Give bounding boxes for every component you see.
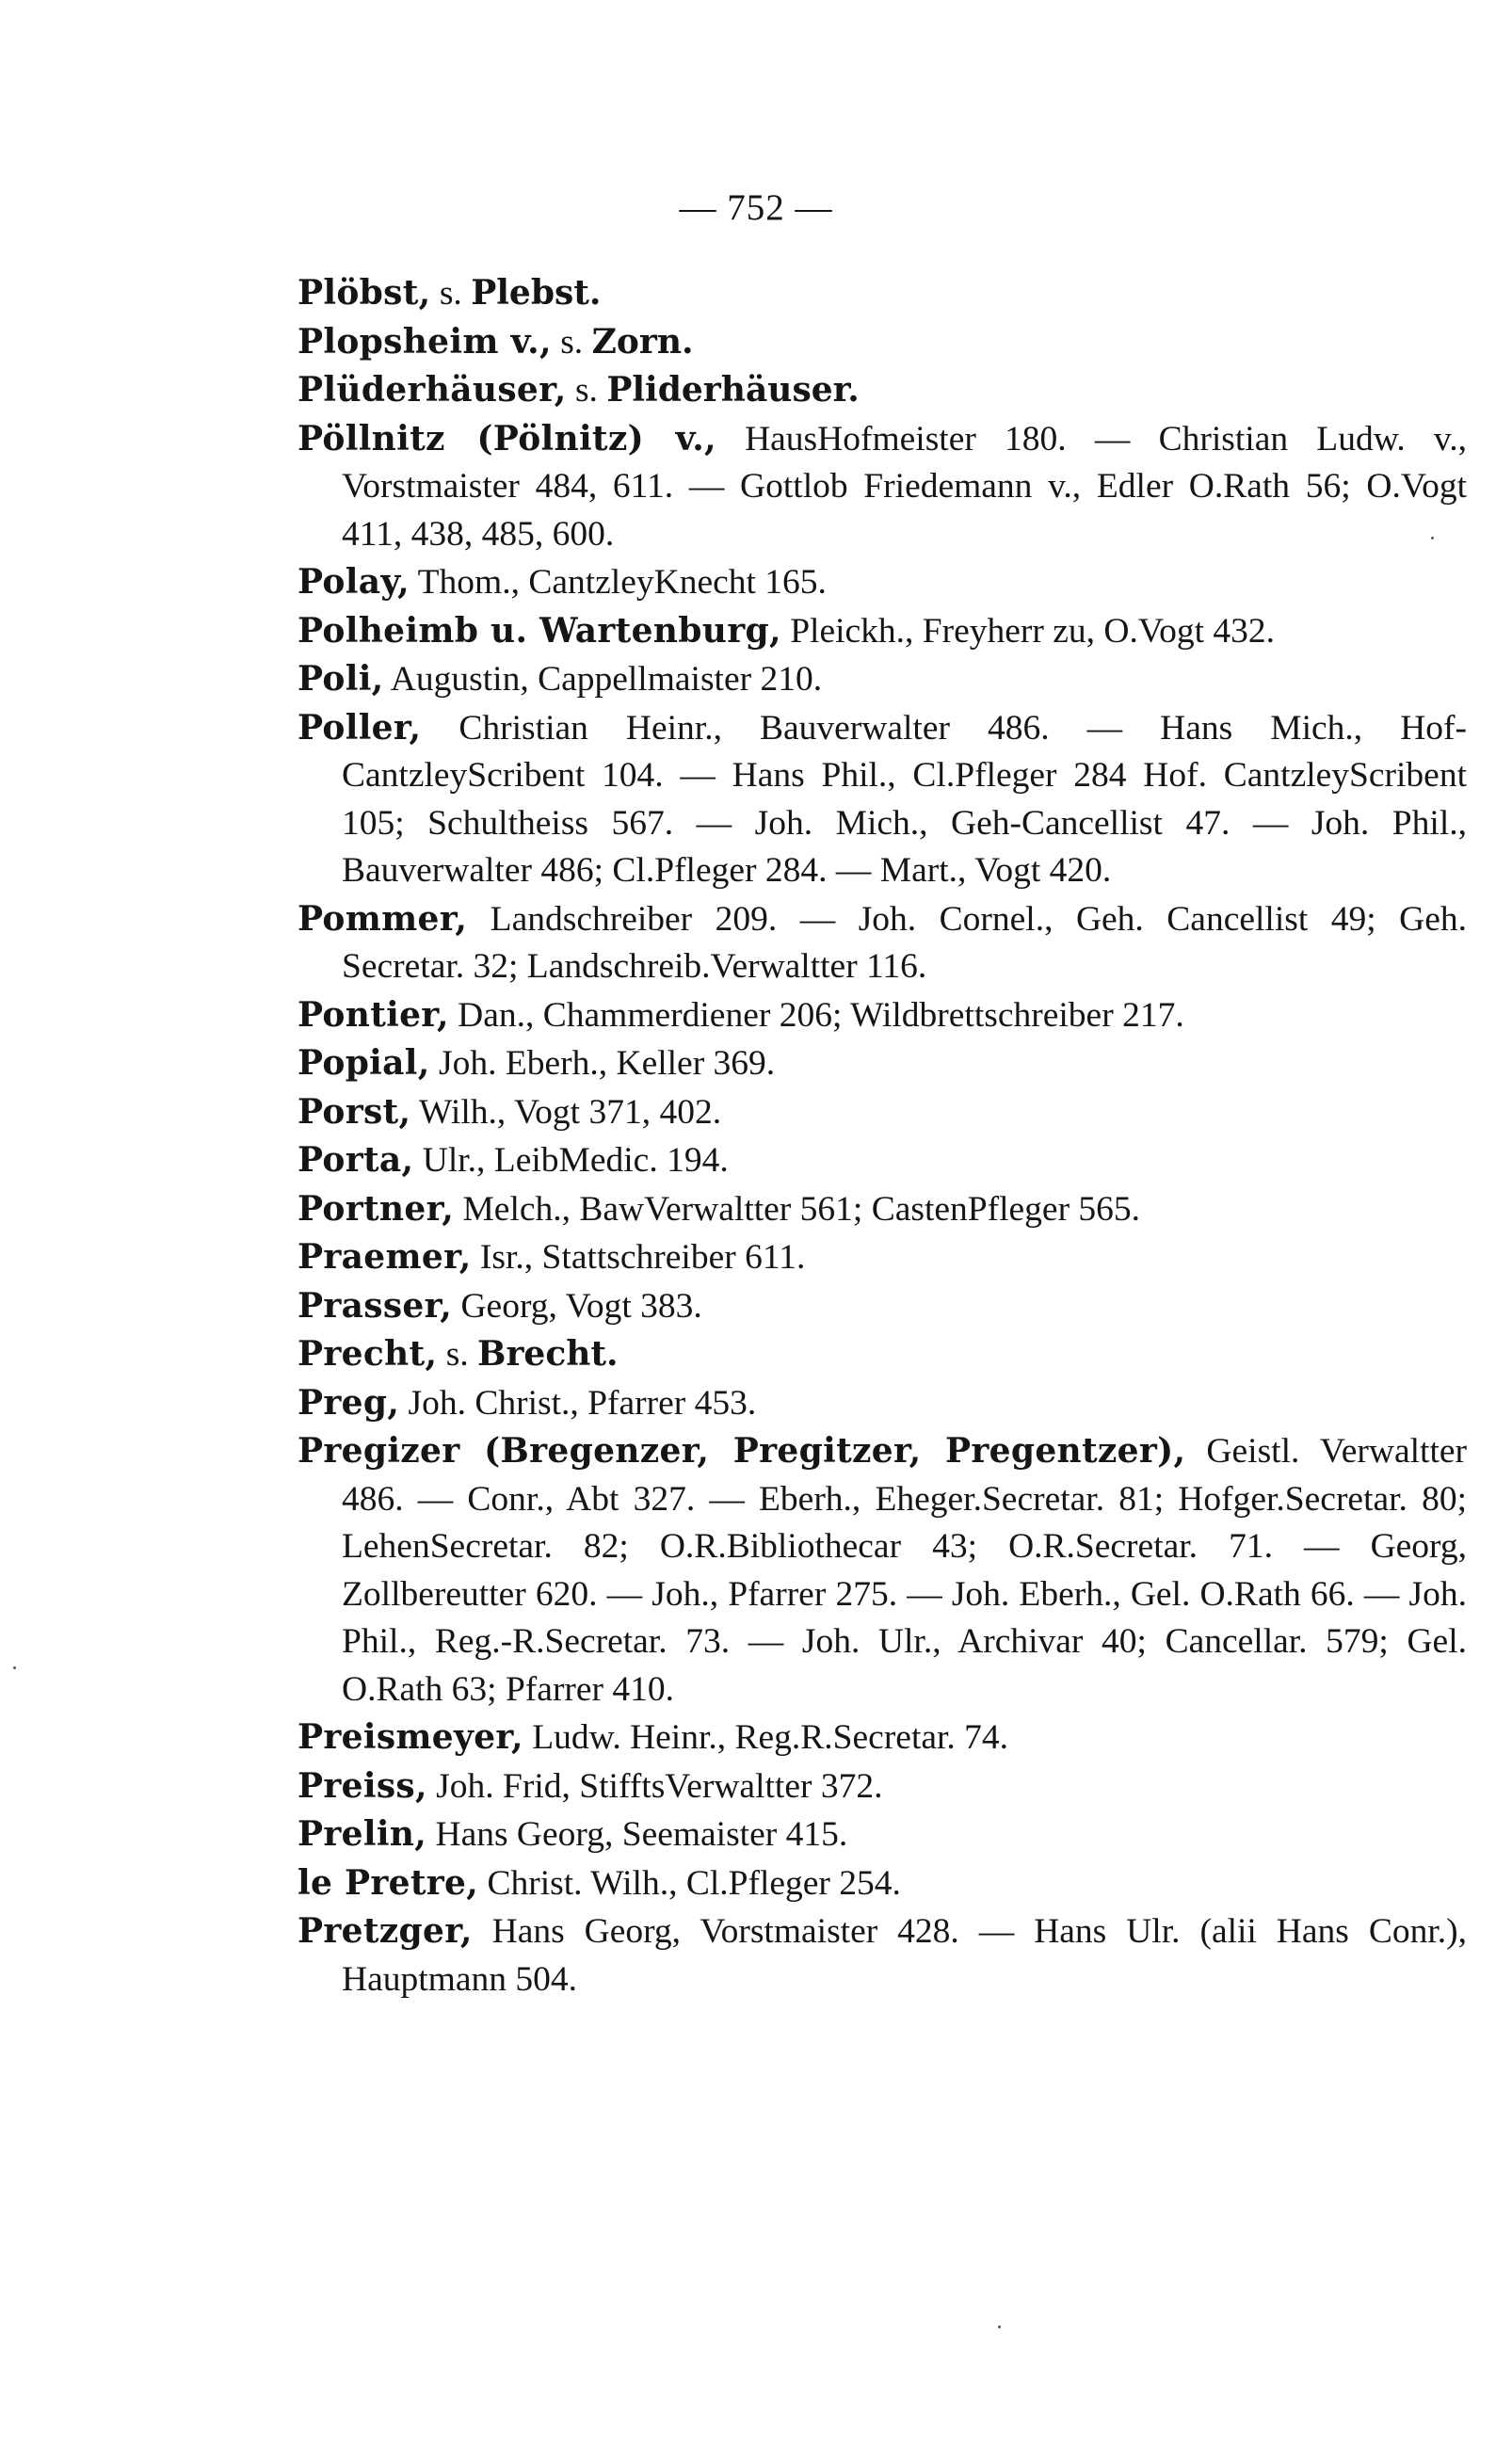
entry-text: Dan., Chammerdiener 206; Wildbrettschreiber 217. [448,995,1184,1035]
entry-prasser [298,1282,1467,1331]
entry-text: s. [437,1335,478,1374]
entry-text: Pleickh., Freyherr zu, O.Vogt 432. [780,611,1276,651]
entry-head: Preismeyer, [298,1717,523,1757]
entry-head: Precht, [298,1334,438,1374]
entry-ploebst [298,269,1467,318]
entry-plopsheim [298,318,1467,367]
entry-head: Polay, [298,562,410,602]
scan-speck [13,1666,16,1669]
entry-pluederhaeuser [298,366,1467,415]
entry-preismeyer [298,1714,1467,1762]
entry-popial [298,1039,1467,1088]
entry-porta [298,1136,1467,1185]
entry-text: Landschreiber 209. — Joh. Cornel., Geh. Cancellist 49; Geh. Secretar. 32; Landschreib.Verwaltter 116. [342,899,1467,986]
scan-speck [1431,537,1434,539]
entry-text: Georg, Vogt 383. [452,1286,702,1326]
entry-head: Poller, [298,707,422,748]
entry-precht [298,1330,1467,1379]
entry-head: Pöllnitz (Pölnitz) v., [298,418,716,459]
entry-text: Christ. Wilh., Cl.Pfleger 254. [478,1863,901,1903]
entry-preg [298,1379,1467,1428]
entry-poellnitz [298,415,1467,559]
entry-praemer [298,1233,1467,1282]
entry-text: Melch., BawVerwaltter 561; CastenPfleger 565. [454,1189,1141,1229]
entry-head: Prelin, [298,1814,427,1854]
entry-text: Geistl. Verwaltter 486. — Conr., Abt 327. — Eberh., Eheger.Secretar. 81; Hofger.Secretar. 80; LehenSecretar. 82; O.R.Bibliothecar 43; O.R.Secretar. 71. — Georg, Zollbereutter 620. — Joh., Pfarrer 275. — Joh. Eberh., Gel. O.Rath 66. — Joh. Phil., Reg.-R.Secretar. 73. — Joh. Ulr., Archivar 40; Cancellar. 579; Gel. O.Rath 63; Pfarrer 410. [342,1432,1467,1709]
entry-polay [298,558,1467,607]
entry-head: Plöbst, [298,273,431,313]
entry-head: Praemer, [298,1237,472,1277]
entry-poli [298,655,1467,704]
entry-head: Porst, [298,1091,411,1132]
entry-text: Christian Heinr., Bauverwalter 486. — Hans Mich., Hof-CantzleyScribent 104. — Hans Phil., Cl.Pfleger 284 Hof. CantzleyScribent 105; Schultheiss 567. — Joh. Mich., Geh-Cancellist 47. — Joh. Phil., Bauverwalter 486; Cl.Pfleger 284. — Mart., Vogt 420. [342,708,1467,890]
entry-head: Popial, [298,1043,430,1083]
entry-text: s. [430,274,472,313]
entry-text: Augustin, Cappellmaister 210. [383,660,823,699]
entry-porst [298,1088,1467,1137]
entry-head: Pregizer (Bregenzer, Pregitzer, Pregentzer), [298,1431,1186,1471]
entry-text: Joh. Frid, StifftsVerwaltter 372. [426,1766,883,1806]
entry-head: Preiss, [298,1765,427,1806]
entry-pregizer [298,1427,1467,1714]
entry-text: s. [551,322,592,362]
entry-preiss [298,1762,1467,1811]
entry-head: Polheimb u. Wartenburg, [298,610,781,651]
entry-le-pretre [298,1859,1467,1908]
entry-pretzger [298,1907,1467,2003]
entry-head: le Pretre, [298,1862,479,1903]
entry-text: Ludw. Heinr., Reg.R.Secretar. 74. [523,1718,1009,1757]
register-entries [298,269,1467,2003]
entry-head: Porta, [298,1140,414,1180]
scan-speck [998,2325,1001,2328]
entry-pommer [298,895,1467,991]
entry-polheimb [298,607,1467,656]
entry-cross-reference: Plebst. [471,273,602,313]
entry-head: Pontier, [298,994,449,1035]
entry-cross-reference: Brecht. [477,1334,619,1374]
entry-text: Isr., Stattschreiber 611. [471,1238,806,1277]
entry-cross-reference: Pliderhäuser. [606,370,860,410]
entry-head: Prasser, [298,1285,453,1326]
entry-head: Plüderhäuser, [298,370,567,410]
page-number: — 752 — [679,187,833,228]
entry-text: HausHofmeister 180. — Christian Ludw. v., Vorstmaister 484, 611. — Gottlob Friedemann v., Edler O.Rath 56; O.Vogt 411, 438, 485, 600. [342,419,1467,554]
entry-text: Joh. Christ., Pfarrer 453. [399,1383,757,1423]
entry-text: Joh. Eberh., Keller 369. [429,1044,776,1083]
entry-portner [298,1185,1467,1234]
entry-text: s. [566,371,607,410]
entry-prelin [298,1810,1467,1859]
entry-poller [298,704,1467,895]
entry-text: Wilh., Vogt 371, 402. [410,1092,722,1132]
entry-head: Portner, [298,1188,455,1229]
entry-head: Pommer, [298,898,468,939]
entry-text: Hans Georg, Seemaister 415. [426,1815,848,1854]
entry-cross-reference: Zorn. [591,321,694,362]
entry-text: Thom., CantzleyKnecht 165. [409,563,827,602]
entry-head: Plopsheim v., [298,321,552,362]
entry-head: Preg, [298,1382,400,1423]
entry-head: Pretzger, [298,1911,473,1951]
entry-text: Hans Georg, Vorstmaister 428. — Hans Ulr. (alii Hans Conr.), Hauptmann 504. [342,1912,1467,1999]
entry-head: Poli, [298,659,384,699]
entry-pontier [298,991,1467,1040]
entry-text: Ulr., LeibMedic. 194. [413,1141,729,1180]
